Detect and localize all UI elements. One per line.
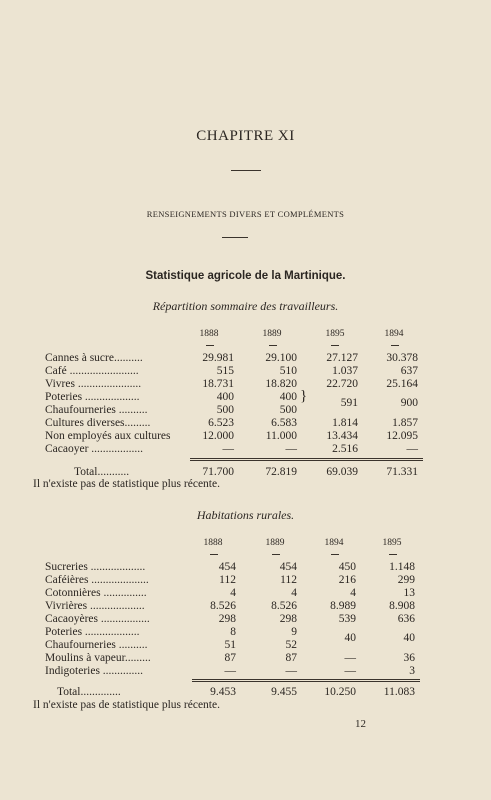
table1-row-label: Vivres ...................... [45, 378, 142, 390]
table2-year-2: 1889 [265, 538, 285, 548]
table1-cell: 6.583 [271, 417, 297, 429]
table1-cell: 22.720 [326, 378, 358, 390]
table2-row-label: Indigoteries .............. [45, 665, 144, 677]
table2-cell: 40 [403, 632, 415, 644]
table1-cell: 400 [279, 391, 297, 403]
table2-total-label: Total.............. [57, 686, 121, 698]
table1-cell: 500 [279, 404, 297, 416]
table1-total: 69.039 [326, 466, 358, 478]
table2-cell: 4 [350, 587, 356, 599]
table1-cell: 18.820 [265, 378, 297, 390]
table2-cell: 112 [219, 574, 236, 586]
table1-row-label: Chaufourneries .......... [45, 404, 148, 416]
table1-note: Il n'existe pas de statistique plus récente. [33, 478, 220, 490]
table2-cell: 8.989 [330, 600, 356, 612]
table1-row-label: Non employés aux cultures [45, 430, 171, 442]
table2-cell: — [344, 652, 356, 664]
brace-icon: } [300, 388, 308, 404]
section-title: RENSEIGNEMENTS DIVERS ET COMPLÉMENTS [146, 209, 345, 219]
table2-cell: 8 [230, 626, 236, 638]
table2-cell: 36 [403, 652, 415, 664]
table2-subtitle: Habitations rurales. [196, 508, 295, 522]
table1-cell: 25.164 [386, 378, 418, 390]
table1-cell: 2.516 [332, 443, 358, 455]
table1-cell: — [222, 443, 234, 455]
table1-cell: 12.000 [202, 430, 234, 442]
table2-cell: 4 [291, 587, 297, 599]
table2-total: 10.250 [324, 686, 356, 698]
table1-cell: 6.523 [208, 417, 234, 429]
table2-row-label: Vivrières ................... [45, 600, 145, 612]
table1-subtitle: Répartition sommaire des travailleurs. [152, 299, 339, 313]
table2-cell: 40 [344, 632, 356, 644]
table2-cell: 8.526 [210, 600, 236, 612]
table2-row-label: Sucreries ................... [45, 561, 146, 573]
year-dash [206, 345, 214, 346]
table2-cell: — [224, 665, 236, 677]
table1-cell: 13.434 [326, 430, 358, 442]
table2-cell: 539 [338, 613, 356, 625]
year-dash [269, 345, 277, 346]
table2-cell: 298 [218, 613, 236, 625]
table1-cell: 11.000 [265, 430, 297, 442]
table1-row-label: Cultures diverses......... [45, 417, 151, 429]
table2-row-label: Chaufourneries .......... [45, 639, 148, 651]
table1-row-label: Cannes à sucre.......... [45, 352, 143, 364]
table1-cell: 27.127 [326, 352, 358, 364]
table1-cell: — [406, 443, 418, 455]
table2-cell: 216 [338, 574, 356, 586]
table2-year-3: 1894 [324, 538, 344, 548]
table2-note: Il n'existe pas de statistique plus récente. [33, 699, 220, 711]
table1-cell: 29.100 [265, 352, 297, 364]
table2-cell: 9 [291, 626, 297, 638]
table2-cell: 4 [230, 587, 236, 599]
table2-cell: 112 [280, 574, 297, 586]
table1-cell: 900 [400, 397, 418, 409]
table2-row-label: Cacaoyères ................. [45, 613, 150, 625]
table2-cell: 8.908 [389, 600, 415, 612]
table2-cell: — [285, 665, 297, 677]
table1-cell: — [285, 443, 297, 455]
table2-cell: 51 [224, 639, 236, 651]
table1-cell: 18.731 [202, 378, 234, 390]
table2-cell: 8.526 [271, 600, 297, 612]
page-number: 12 [355, 718, 366, 730]
divider [222, 237, 248, 238]
year-dash [389, 554, 397, 555]
table2-year-4: 1895 [382, 538, 402, 548]
table1-cell: 637 [400, 365, 418, 377]
table2-cell: 52 [285, 639, 297, 651]
chapter-title: CHAPITRE XI [196, 128, 295, 144]
table2-cell: 87 [224, 652, 236, 664]
table1-cell: 591 [340, 397, 358, 409]
total-rule [190, 458, 423, 459]
table1-cell: 400 [216, 391, 234, 403]
table2-row-label: Cotonnières ............... [45, 587, 147, 599]
total-rule [192, 681, 420, 682]
table2-total: 9.453 [210, 686, 236, 698]
table1-year-3: 1895 [325, 329, 345, 339]
table1-total-label: Total........... [74, 466, 130, 478]
year-dash [391, 345, 399, 346]
table1-cell: 30.378 [386, 352, 418, 364]
table1-cell: 1.037 [332, 365, 358, 377]
table1-row-label: Poteries ................... [45, 391, 140, 403]
table1-cell: 510 [279, 365, 297, 377]
table1-row-label: Cacaoyer .................. [45, 443, 144, 455]
statistics-title: Statistique agricole de la Martinique. [145, 270, 346, 282]
table2-cell: 454 [218, 561, 236, 573]
table1-year-4: 1894 [384, 329, 404, 339]
table1-row-label: Café ........................ [45, 365, 139, 377]
table2-cell: 1.148 [389, 561, 415, 573]
table1-year-2: 1889 [262, 329, 282, 339]
table1-total: 72.819 [265, 466, 297, 478]
table1-cell: 29.981 [202, 352, 234, 364]
table1-total: 71.700 [202, 466, 234, 478]
table2-cell: 450 [338, 561, 356, 573]
table2-year-1: 1888 [203, 538, 223, 548]
table1-year-1: 1888 [199, 329, 219, 339]
table2-row-label: Caféières .................... [45, 574, 149, 586]
table2-row-label: Moulins à vapeur......... [45, 652, 151, 664]
table1-cell: 1.857 [392, 417, 418, 429]
table2-cell: — [344, 665, 356, 677]
table2-row-label: Poteries ................... [45, 626, 140, 638]
table2-cell: 87 [285, 652, 297, 664]
year-dash [272, 554, 280, 555]
table2-cell: 3 [409, 665, 415, 677]
table2-cell: 454 [279, 561, 297, 573]
table2-total: 9.455 [271, 686, 297, 698]
table2-cell: 299 [397, 574, 415, 586]
year-dash [210, 554, 218, 555]
table2-cell: 298 [279, 613, 297, 625]
table1-cell: 12.095 [386, 430, 418, 442]
total-rule [190, 460, 423, 461]
table1-total: 71.331 [386, 466, 418, 478]
table2-cell: 13 [403, 587, 415, 599]
divider [231, 170, 261, 171]
table2-total: 11.083 [383, 686, 415, 698]
table2-cell: 636 [397, 613, 415, 625]
year-dash [331, 554, 339, 555]
table1-cell: 500 [216, 404, 234, 416]
year-dash [331, 345, 339, 346]
table1-cell: 515 [216, 365, 234, 377]
total-rule [192, 679, 420, 680]
table1-cell: 1.814 [332, 417, 358, 429]
